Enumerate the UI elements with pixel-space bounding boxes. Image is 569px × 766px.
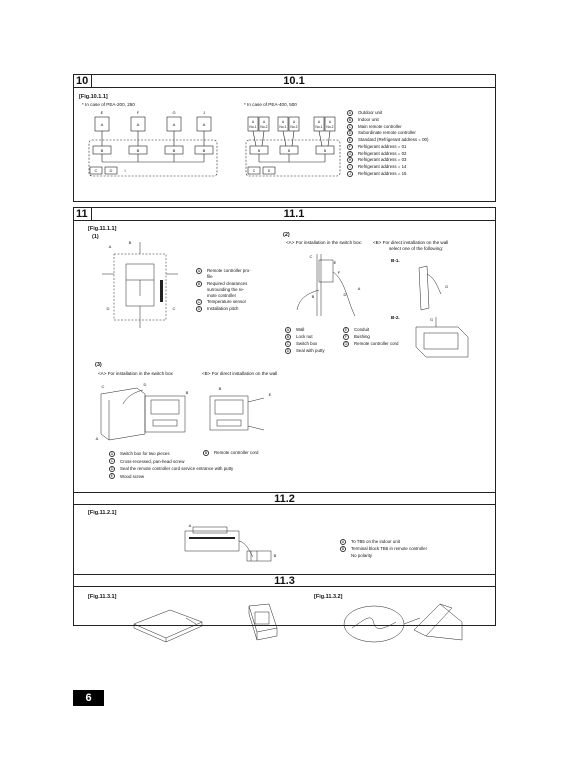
legend-mark: A <box>110 451 114 456</box>
part-3-label: (3) <box>95 362 102 368</box>
b-2-label: B-2. <box>391 315 400 320</box>
part-2-a-caption: <A> For installation in the switch box: <box>286 240 363 245</box>
controller-angle-drawing <box>243 602 283 647</box>
svg-text:B: B <box>311 294 315 299</box>
svg-text:No.2: No.2 <box>326 125 334 129</box>
legend-text: file <box>207 274 213 280</box>
legend-mark: F <box>348 144 352 149</box>
svg-text:C: C <box>94 168 98 173</box>
case-pea-200-250: * In case of PEA-200, 250 <box>82 102 135 107</box>
svg-text:B: B <box>323 149 327 153</box>
section-11-number: 11 <box>76 208 88 220</box>
svg-text:J: J <box>203 110 205 115</box>
legend-text: Switch box <box>296 341 318 346</box>
legend-item <box>343 333 398 340</box>
legend-mark: C <box>197 300 201 305</box>
legend-item <box>203 450 258 457</box>
section-10-title: 10.1 <box>283 75 305 87</box>
legend-item <box>340 538 427 545</box>
fig-11-3-2-label: [Fig.11.3.2] <box>314 594 343 600</box>
legend-mark: B <box>286 334 290 339</box>
svg-text:C: C <box>309 254 313 259</box>
legend-text: Outdoor unit <box>358 110 383 116</box>
legend-item <box>285 326 325 333</box>
legend-mark: A <box>348 111 352 115</box>
svg-text:D: D <box>343 292 347 297</box>
legend-text: Seal with putty <box>296 348 325 353</box>
legend-text: Refrigerant address = 02 <box>358 150 407 156</box>
legend-text: No polarity <box>351 553 372 558</box>
switch-box-two-pieces-drawing <box>95 382 195 442</box>
legend-text: Refrigerant address = 15 <box>358 170 407 176</box>
legend-text: Lock nut <box>296 334 313 339</box>
svg-text:G: G <box>430 317 434 322</box>
svg-text:A: A <box>292 120 296 124</box>
svg-text:B: B <box>185 390 189 395</box>
svg-text:No.2: No.2 <box>260 125 268 129</box>
legend-mark: A <box>341 539 345 544</box>
svg-text:A: A <box>317 120 321 124</box>
legend-item <box>340 545 427 552</box>
svg-text:D: D <box>267 169 271 173</box>
legend-text: Seal the remote controller cord service entrance with putty <box>120 466 234 471</box>
legend-mark: D <box>348 131 352 136</box>
legend-mark: B <box>341 546 345 551</box>
legend-text: Subordinate remote controller <box>358 130 416 136</box>
svg-text:B: B <box>202 148 206 153</box>
svg-text:F: F <box>136 110 140 115</box>
svg-text:A: A <box>100 122 104 127</box>
legend-text: Required clearances <box>207 280 248 286</box>
fig-10-1-1-label: [Fig.10.1.1] <box>79 94 108 100</box>
svg-text:E: E <box>333 260 337 265</box>
legend-item <box>196 299 251 305</box>
legend-mark: A <box>286 327 290 332</box>
svg-text:C: C <box>101 384 105 389</box>
legend-mark: G <box>348 151 352 156</box>
svg-text:A: A <box>136 122 140 127</box>
legend-mark: E <box>110 474 114 479</box>
part-2-legend-left <box>285 326 325 354</box>
legend-text: To TB5 on the indoor unit <box>351 539 400 544</box>
legend-item <box>109 465 233 473</box>
switch-box-installation-drawing <box>295 250 375 320</box>
legend-item <box>347 130 428 137</box>
svg-text:I: I <box>124 168 126 173</box>
legend-text: Indoor unit <box>358 116 379 122</box>
svg-text:A: A <box>172 122 176 127</box>
fig-11-1-1-part1-legend <box>196 268 251 312</box>
legend-text: surrounding the re- <box>207 286 245 292</box>
legend-mark: D <box>110 466 114 471</box>
svg-text:B: B <box>136 148 140 153</box>
legend-item <box>340 552 427 559</box>
svg-text:E: E <box>268 392 272 397</box>
legend-item <box>347 124 428 131</box>
legend-mark: A <box>197 269 201 273</box>
legend-mark: C <box>110 459 114 464</box>
svg-text:B: B <box>218 386 222 391</box>
svg-text:A: A <box>108 244 112 249</box>
svg-text:A: A <box>357 286 361 291</box>
legend-item <box>347 144 428 151</box>
legend-item <box>285 340 325 347</box>
legend-item <box>347 157 428 164</box>
section-10-legend <box>347 110 428 178</box>
legend-text: Cross-recessed, pan-head screw <box>120 458 185 464</box>
legend-mark: G <box>344 341 348 346</box>
legend-text: Terminal block TB6 in remote controller <box>351 546 428 551</box>
legend-mark: E <box>344 327 348 332</box>
part-1-label: (1) <box>92 234 99 240</box>
legend-item <box>347 117 428 124</box>
svg-text:No.1: No.1 <box>315 125 323 129</box>
svg-text:No.1: No.1 <box>279 125 287 129</box>
legend-item <box>343 326 398 333</box>
legend-item <box>196 268 251 274</box>
legend-mark: C <box>286 341 290 346</box>
svg-text:D: D <box>106 306 110 311</box>
part-2-b-caption: <B> For direct installation on the wall <box>373 240 449 245</box>
legend-mark: B <box>204 451 208 455</box>
legend-mark: I <box>347 164 353 170</box>
wiring-diagram-pea-400-500 <box>244 112 344 184</box>
direct-wall-installation-drawing <box>204 382 284 442</box>
svg-text:B: B <box>100 148 104 153</box>
fig-11-1-1-label: [Fig.11.1.1] <box>88 226 117 232</box>
svg-text:A: A <box>202 122 206 127</box>
legend-text: Remote controller pro- <box>207 268 251 274</box>
legend-item <box>347 164 428 171</box>
legend-text: Remote controller cord <box>214 450 259 456</box>
fig-11-2-1-legend <box>340 538 427 559</box>
legend-text: Refrigerant address = 03 <box>358 157 407 163</box>
svg-text:A: A <box>281 120 285 124</box>
legend-item <box>347 171 428 178</box>
legend-text: Installation pitch <box>207 305 239 311</box>
part-3-a-caption: <A> For installation in the switch box <box>98 371 173 376</box>
legend-mark: C <box>348 124 352 129</box>
wiring-diagram-pea-200-250 <box>85 112 245 184</box>
svg-text:E: E <box>100 110 104 115</box>
cover-removal-drawing <box>130 606 210 646</box>
part-3-legend-b <box>203 450 258 457</box>
section-11-3-title: 11.3 <box>274 575 295 587</box>
part-3-b-caption: <B> For direct installation on the wall <box>202 371 278 376</box>
legend-text: Refrigerant address = 01 <box>358 143 407 149</box>
legend-mark: B <box>197 281 201 286</box>
legend-text: Refrigerant address = 14 <box>358 164 407 170</box>
legend-item <box>285 347 325 354</box>
part-2-b-caption-2: select one of the following: <box>389 246 444 251</box>
svg-text:A: A <box>251 120 255 124</box>
direct-wall-b1-drawing <box>413 264 453 314</box>
legend-item <box>343 340 398 347</box>
direct-wall-b2-drawing <box>412 315 472 360</box>
legend-item <box>196 306 251 312</box>
svg-text:B: B <box>287 149 291 153</box>
svg-text:A: A <box>328 120 332 124</box>
legend-item <box>109 473 233 481</box>
page-number: 6 <box>73 690 104 706</box>
svg-text:A: A <box>188 523 192 528</box>
legend-mark: E <box>348 138 352 142</box>
svg-text:A: A <box>262 120 266 124</box>
part-2-label: (2) <box>283 232 290 238</box>
svg-text:G: G <box>445 284 449 289</box>
section-10-number: 10 <box>76 75 89 87</box>
svg-text:C: C <box>252 169 256 173</box>
svg-text:G: G <box>172 110 176 115</box>
terminal-wiring-drawing <box>183 523 283 568</box>
legend-text: Standard (Refrigerant address = 00) <box>358 137 429 143</box>
fig-11-2-1-label: [Fig.11.2.1] <box>88 510 117 516</box>
svg-text:D: D <box>143 382 147 387</box>
svg-text:No.2: No.2 <box>290 125 298 129</box>
svg-text:B: B <box>257 149 261 153</box>
legend-text: Bushing <box>354 334 370 339</box>
legend-mark: D <box>286 348 290 353</box>
legend-text: Wall <box>296 327 305 332</box>
legend-text: Switch box for two pieces <box>120 451 170 456</box>
svg-text:B: B <box>128 240 132 245</box>
svg-text:B: B <box>172 148 176 153</box>
section-11-1-title: 11.1 <box>283 208 305 220</box>
legend-item <box>347 110 428 117</box>
case-pea-400-500: * In case of PEA-400, 500 <box>244 102 297 107</box>
svg-text:D: D <box>109 168 113 173</box>
legend-item <box>109 458 233 466</box>
b-1-label: B-1. <box>391 258 400 263</box>
fig-11-3-1-label: [Fig.11.3.1] <box>88 594 117 600</box>
remote-controller-clearance-drawing <box>100 240 180 330</box>
legend-text: Temperature sensor <box>207 299 247 305</box>
legend-mark: F <box>344 334 348 339</box>
svg-text:B: B <box>273 553 277 558</box>
legend-text: Main remote controller <box>358 123 402 129</box>
legend-text: Remote controller cord <box>354 341 399 346</box>
svg-text:F: F <box>337 270 341 275</box>
part-2-legend-right <box>343 326 398 347</box>
legend-item <box>347 137 428 144</box>
legend-mark: J <box>347 171 353 177</box>
legend-text: Wood screw <box>120 473 145 479</box>
legend-text: mote controller <box>207 293 237 299</box>
svg-text:C: C <box>172 306 176 311</box>
svg-text:No.1: No.1 <box>249 125 257 129</box>
legend-text: Conduit <box>354 327 370 332</box>
legend-mark: H <box>348 158 352 163</box>
legend-mark: D <box>197 306 201 311</box>
cord-clip-detail-drawing <box>340 600 470 645</box>
legend-mark: B <box>348 117 352 122</box>
legend-item <box>285 333 325 340</box>
svg-text:A: A <box>95 436 99 441</box>
section-11-2-title: 11.2 <box>274 493 295 505</box>
legend-item <box>347 151 428 158</box>
